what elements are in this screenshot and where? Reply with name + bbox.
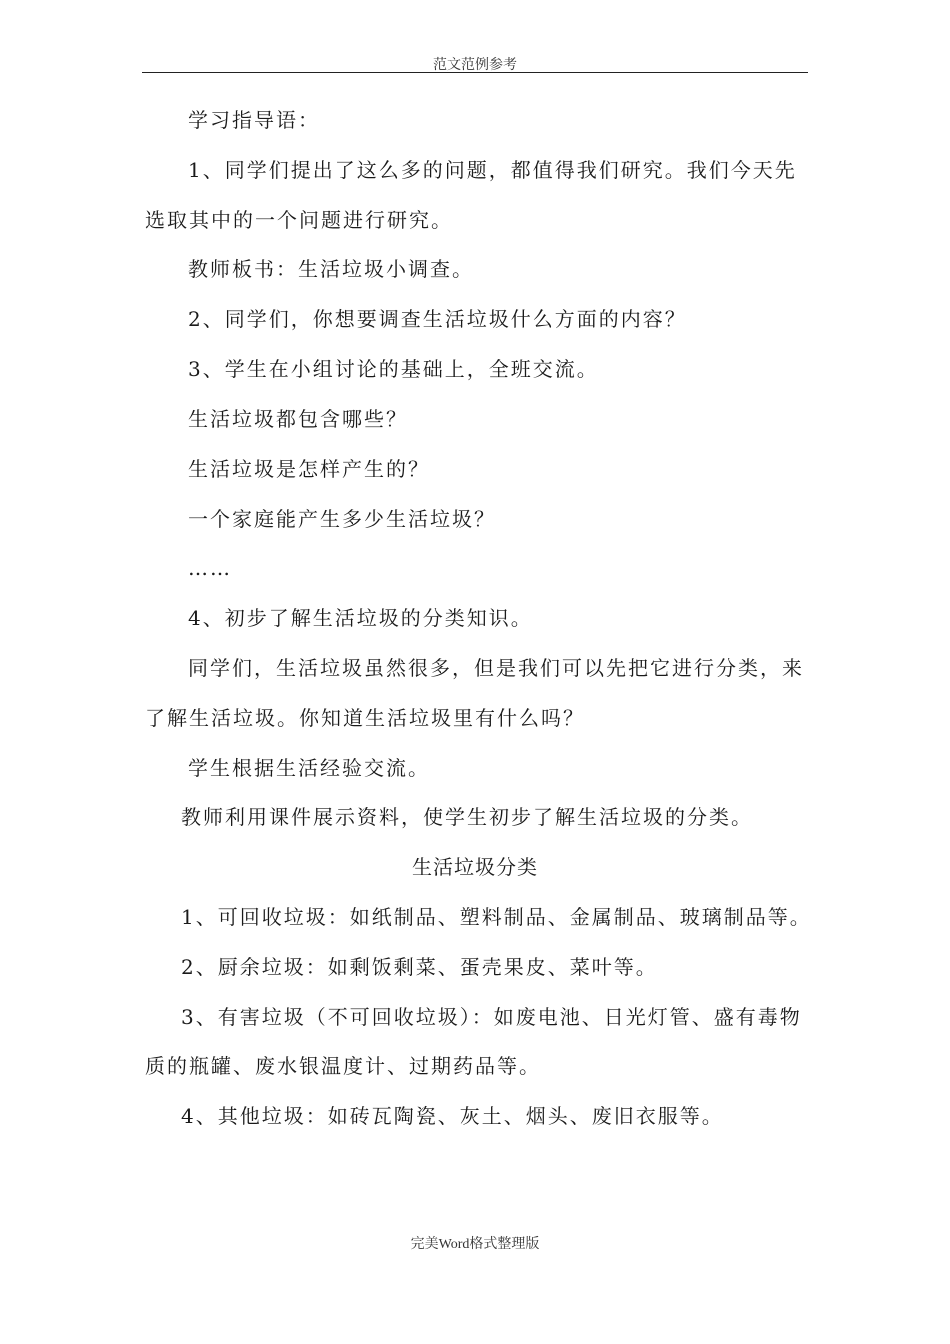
paragraph-line: 4、初步了解生活垃圾的分类知识。 (188, 606, 533, 630)
ellipsis-line: …… (188, 556, 232, 580)
list-item: 2、厨余垃圾：如剩饭剩菜、蛋壳果皮、菜叶等。 (181, 955, 658, 979)
section-heading: 生活垃圾分类 (412, 855, 538, 879)
paragraph-line: 选取其中的一个问题进行研究。 (145, 208, 453, 232)
list-item: 1、可回收垃圾：如纸制品、塑料制品、金属制品、玻璃制品等。 (181, 905, 812, 929)
page-footer: 完美Word格式整理版 (410, 1237, 540, 1252)
paragraph-line: 一个家庭能产生多少生活垃圾？ (188, 507, 496, 531)
paragraph-line: 了解生活垃圾。你知道生活垃圾里有什么吗？ (145, 706, 585, 730)
paragraph-line: 生活垃圾都包含哪些？ (188, 407, 408, 431)
paragraph-line: 生活垃圾是怎样产生的？ (188, 457, 430, 481)
list-item: 3、有害垃圾（不可回收垃圾）：如废电池、日光灯管、盛有毒物 (181, 1005, 802, 1029)
paragraph-line: 3、学生在小组讨论的基础上，全班交流。 (188, 357, 599, 381)
paragraph-line: 学生根据生活经验交流。 (188, 756, 430, 780)
page-header: 范文范例参考 (433, 58, 517, 73)
paragraph-line: 同学们，生活垃圾虽然很多，但是我们可以先把它进行分类，来 (188, 656, 804, 680)
paragraph-line: 1、同学们提出了这么多的问题，都值得我们研究。我们今天先 (188, 158, 797, 182)
list-item: 4、其他垃圾：如砖瓦陶瓷、灰土、烟头、废旧衣服等。 (181, 1104, 724, 1128)
paragraph-line: 教师利用课件展示资料，使学生初步了解生活垃圾的分类。 (181, 805, 753, 829)
list-item-continuation: 质的瓶罐、废水银温度计、过期药品等。 (145, 1054, 541, 1078)
paragraph-line: 学习指导语： (188, 108, 320, 132)
paragraph-line: 教师板书：生活垃圾小调查。 (188, 257, 474, 281)
paragraph-line: 2、同学们，你想要调查生活垃圾什么方面的内容？ (188, 307, 687, 331)
